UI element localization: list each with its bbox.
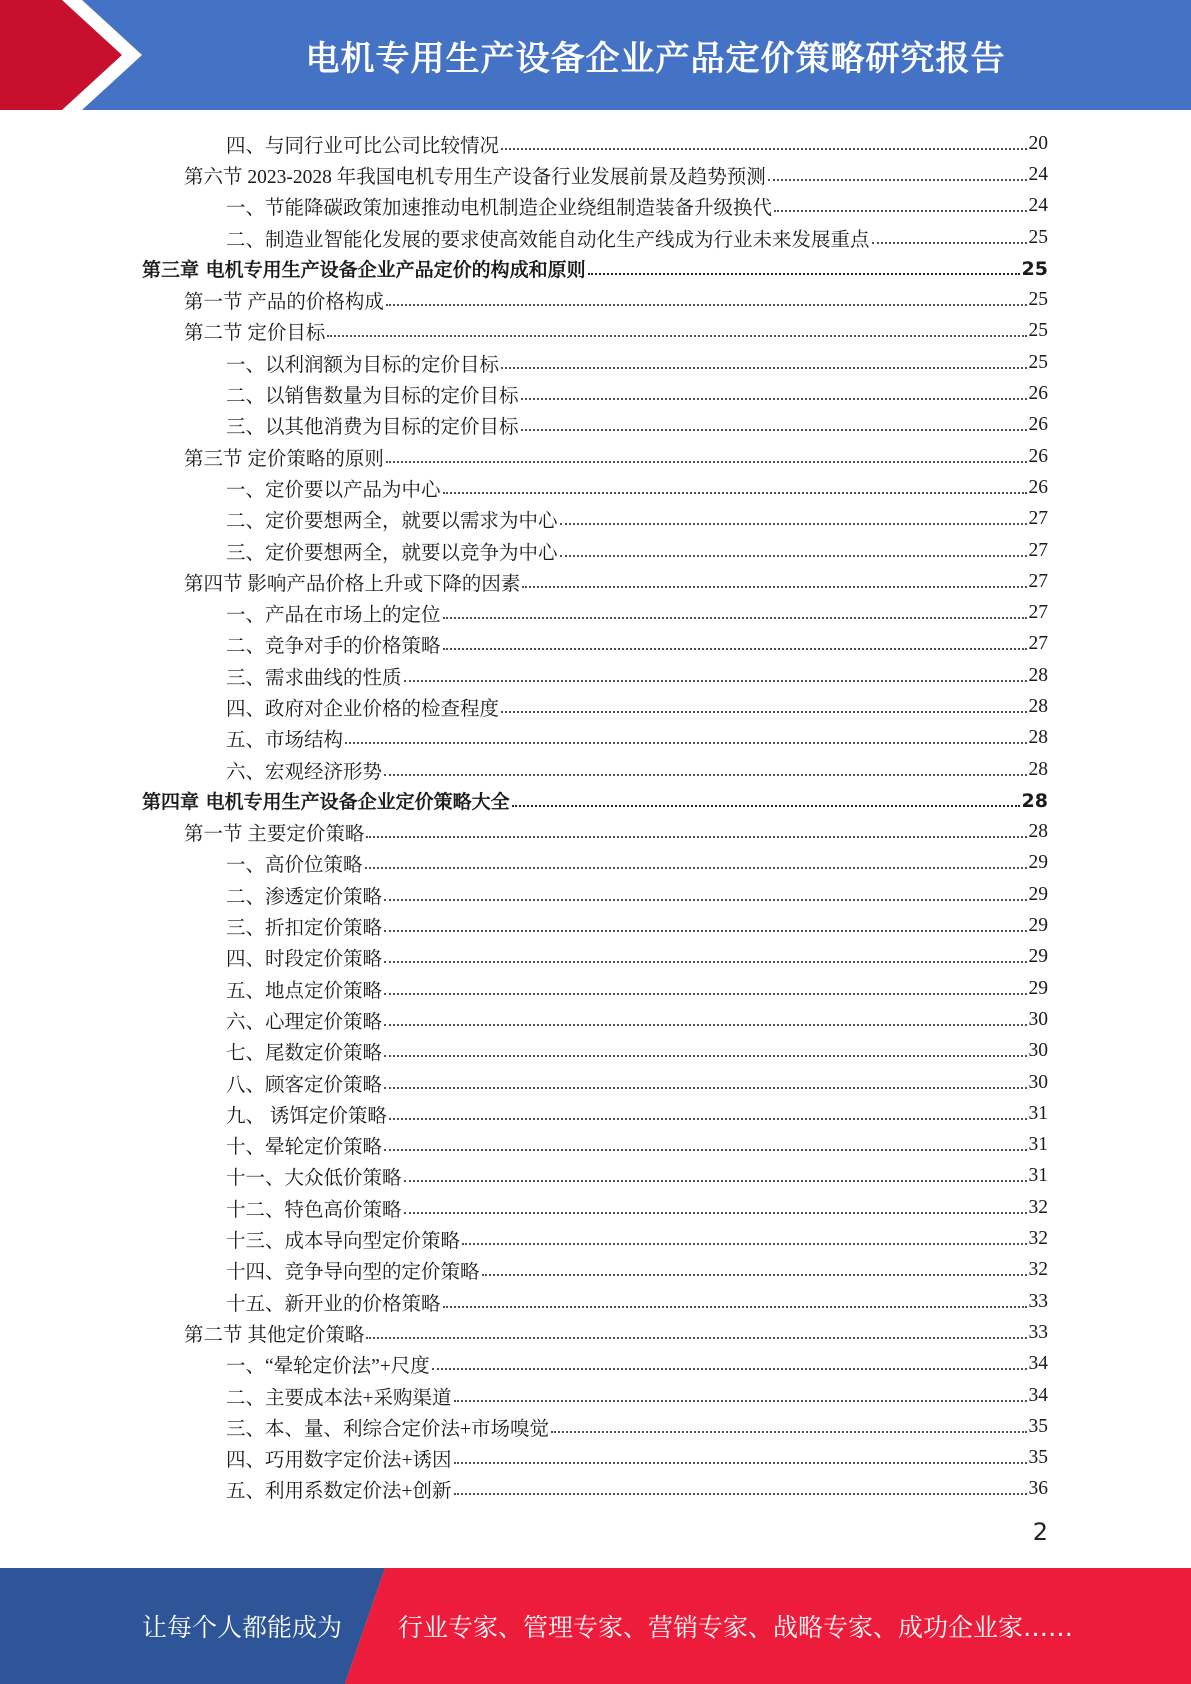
toc-entry-page: 30	[1028, 1008, 1048, 1030]
toc-entry[interactable]	[142, 817, 1048, 848]
toc-dot-leader	[774, 209, 1026, 212]
toc-entry[interactable]	[142, 785, 1048, 816]
toc-dot-leader	[327, 334, 1026, 337]
toc-entry-label: 第二节 定价目标	[184, 323, 326, 345]
toc-entry[interactable]	[142, 159, 1048, 190]
toc-dot-leader	[462, 1242, 1026, 1245]
toc-dot-leader	[588, 272, 1020, 275]
toc-entry-page: 36	[1028, 1478, 1048, 1500]
toc-entry-label: 第三节 定价策略的原则	[184, 448, 384, 470]
toc-entry-label: 二、定价要想两全，就要以需求为中心	[226, 511, 558, 533]
toc-entry-page: 27	[1028, 539, 1048, 561]
toc-dot-leader	[384, 773, 1026, 776]
header-banner	[0, 0, 1191, 110]
toc-entry-label: 十一、大众低价策略	[226, 1168, 402, 1190]
toc-entry-label: 四、时段定价策略	[226, 949, 383, 971]
toc-entry-label: 五、利用系数定价法+创新	[226, 1481, 452, 1503]
toc-dot-leader	[366, 835, 1026, 838]
toc-dot-leader	[454, 1492, 1027, 1495]
header-arrow-decoration	[0, 0, 160, 110]
toc-entry-label: 二、竞争对手的价格策略	[226, 636, 441, 658]
toc-dot-leader	[443, 616, 1027, 619]
toc-entry[interactable]	[142, 347, 1048, 378]
toc-dot-leader	[443, 647, 1027, 650]
toc-entry-page: 25	[1028, 289, 1048, 311]
toc-entry-page: 28	[1028, 664, 1048, 686]
toc-entry-page: 20	[1028, 132, 1048, 154]
toc-entry-page: 29	[1028, 883, 1048, 905]
toc-entry-page: 25	[1028, 320, 1048, 342]
toc-dot-leader	[384, 992, 1026, 995]
toc-entry[interactable]	[142, 378, 1048, 409]
toc-entry[interactable]	[142, 1004, 1048, 1035]
toc-entry-label: 四、与同行业可比公司比较情况	[226, 135, 500, 157]
toc-entry[interactable]	[142, 1036, 1048, 1067]
toc-entry-page: 28	[1028, 727, 1048, 749]
toc-entry[interactable]	[142, 472, 1048, 503]
toc-entry-page: 33	[1028, 1290, 1048, 1312]
toc-entry-page: 31	[1028, 1134, 1048, 1156]
toc-entry[interactable]	[142, 284, 1048, 315]
toc-entry[interactable]	[142, 1286, 1048, 1317]
toc-entry-page: 29	[1028, 977, 1048, 999]
toc-entry-label: 第四章 电机专用生产设备企业定价策略大全	[142, 791, 510, 814]
toc-entry-page: 26	[1028, 383, 1048, 405]
toc-entry-label: 第一节 产品的价格构成	[184, 292, 384, 314]
toc-dot-leader	[345, 741, 1026, 744]
toc-entry-page: 31	[1028, 1165, 1048, 1187]
toc-entry-page: 28	[1028, 695, 1048, 717]
toc-entry-page: 34	[1028, 1353, 1048, 1375]
toc-dot-leader	[521, 397, 1027, 400]
toc-dot-leader	[501, 147, 1026, 150]
toc-entry[interactable]	[142, 848, 1048, 879]
toc-dot-leader	[768, 178, 1027, 181]
toc-entry-label: 第六节 2023-2028 年我国电机专用生产设备行业发展前景及趋势预测	[184, 166, 766, 188]
toc-entry-label: 九、 诱饵定价策略	[226, 1105, 387, 1127]
toc-entry-page: 28	[1028, 758, 1048, 780]
toc-entry-page: 24	[1028, 195, 1048, 217]
toc-dot-leader	[872, 241, 1027, 244]
toc-entry[interactable]	[142, 942, 1048, 973]
toc-dot-leader	[560, 554, 1027, 557]
toc-entry-page: 26	[1028, 445, 1048, 467]
toc-entry[interactable]	[142, 253, 1048, 284]
toc-entry-label: 一、产品在市场上的定位	[226, 605, 441, 627]
toc-entry[interactable]	[142, 1098, 1048, 1129]
toc-dot-leader	[365, 866, 1027, 869]
toc-entry[interactable]	[142, 1474, 1048, 1505]
footer-slogan-right: 行业专家、管理专家、营销专家、战略专家、成功企业家……	[398, 1613, 1074, 1642]
toc-entry-label: 二、主要成本法+采购渠道	[226, 1387, 452, 1409]
toc-entry-page: 28	[1028, 821, 1048, 843]
toc-entry-label: 第四节 影响产品价格上升或下降的因素	[184, 573, 521, 595]
toc-entry-page: 30	[1028, 1040, 1048, 1062]
toc-dot-leader	[404, 1179, 1027, 1182]
toc-entry-page: 27	[1028, 570, 1048, 592]
toc-entry[interactable]	[142, 128, 1048, 159]
footer-slogan-left: 让每个人都能成为	[142, 1613, 343, 1642]
toc-entry[interactable]	[142, 691, 1048, 722]
toc-entry-page: 27	[1028, 602, 1048, 624]
toc-entry-label: 二、制造业智能化发展的要求使高效能自动化生产线成为行业未来发展重点	[226, 229, 870, 251]
toc-dot-leader	[386, 303, 1027, 306]
toc-dot-leader	[522, 585, 1026, 588]
toc-entry[interactable]	[142, 1255, 1048, 1286]
toc-dot-leader	[501, 366, 1026, 369]
toc-dot-leader	[501, 710, 1026, 713]
toc-dot-leader	[384, 1086, 1026, 1089]
toc-entry-label: 六、宏观经济形势	[226, 761, 383, 783]
toc-entry[interactable]	[142, 1161, 1048, 1192]
toc-dot-leader	[454, 1461, 1027, 1464]
toc-entry-label: 一、定价要以产品为中心	[226, 479, 441, 501]
toc-entry[interactable]	[142, 566, 1048, 597]
toc-entry-page: 26	[1028, 476, 1048, 498]
toc-entry-page: 29	[1028, 852, 1048, 874]
toc-dot-leader	[512, 804, 1020, 807]
toc-entry-page: 25	[1021, 257, 1048, 280]
toc-entry-label: 三、需求曲线的性质	[226, 667, 402, 689]
toc-entry[interactable]	[142, 1317, 1048, 1348]
toc-entry-label: 二、渗透定价策略	[226, 886, 383, 908]
toc-entry[interactable]	[142, 441, 1048, 472]
toc-dot-leader	[404, 679, 1027, 682]
toc-entry-label: 七、尾数定价策略	[226, 1043, 383, 1065]
toc-entry[interactable]	[142, 1349, 1048, 1380]
toc-entry[interactable]	[142, 535, 1048, 566]
toc-entry-page: 32	[1028, 1196, 1048, 1218]
toc-entry[interactable]	[142, 504, 1048, 535]
toc-dot-leader	[404, 1211, 1027, 1214]
toc-dot-leader	[384, 960, 1026, 963]
toc-entry-label: 十二、特色高价策略	[226, 1199, 402, 1221]
toc-entry[interactable]	[142, 1442, 1048, 1473]
toc-dot-leader	[551, 1430, 1027, 1433]
toc-entry-label: 一、节能降碳政策加速推动电机制造企业绕组制造装备升级换代	[226, 198, 773, 220]
toc-dot-leader	[386, 460, 1027, 463]
toc-entry-label: 十五、新开业的价格策略	[226, 1293, 441, 1315]
toc-entry-label: 三、定价要想两全，就要以竞争为中心	[226, 542, 558, 564]
toc-dot-leader	[384, 1054, 1026, 1057]
toc-entry-page: 26	[1028, 414, 1048, 436]
toc-entry[interactable]	[142, 1223, 1048, 1254]
toc-entry[interactable]	[142, 754, 1048, 785]
toc-entry-page: 31	[1028, 1102, 1048, 1124]
toc-entry-page: 35	[1028, 1447, 1048, 1469]
toc-entry-label: 二、以销售数量为目标的定价目标	[226, 386, 519, 408]
toc-entry-label: 五、地点定价策略	[226, 980, 383, 1002]
toc-dot-leader	[384, 1148, 1026, 1151]
toc-entry[interactable]	[142, 1192, 1048, 1223]
document-title: 电机专用生产设备企业产品定价策略研究报告	[305, 38, 1006, 79]
toc-entry-label: 一、以利润额为目标的定价目标	[226, 354, 500, 376]
toc-entry-page: 32	[1028, 1259, 1048, 1281]
toc-entry-label: 十、晕轮定价策略	[226, 1137, 383, 1159]
toc-entry-page: 30	[1028, 1071, 1048, 1093]
toc-entry[interactable]	[142, 723, 1048, 754]
toc-entry-label: 五、市场结构	[226, 730, 344, 752]
toc-entry[interactable]	[142, 1380, 1048, 1411]
toc-dot-leader	[389, 1117, 1027, 1120]
toc-entry-page: 25	[1028, 351, 1048, 373]
toc-entry-page: 32	[1028, 1228, 1048, 1250]
toc-entry-page: 27	[1028, 508, 1048, 530]
toc-entry[interactable]	[142, 1067, 1048, 1098]
toc-entry[interactable]	[142, 973, 1048, 1004]
toc-dot-leader	[366, 1336, 1026, 1339]
toc-entry-label: 三、本、量、利综合定价法+市场嗅觉	[226, 1418, 549, 1440]
footer-banner	[0, 1568, 1191, 1684]
toc-entry-page: 28	[1021, 789, 1048, 812]
toc-entry[interactable]	[142, 910, 1048, 941]
toc-entry-page: 29	[1028, 915, 1048, 937]
toc-entry-label: 一、“晕轮定价法”+尺度	[226, 1356, 430, 1378]
toc-entry-label: 三、以其他消费为目标的定价目标	[226, 417, 519, 439]
toc-entry-label: 一、高价位策略	[226, 855, 363, 877]
toc-dot-leader	[443, 491, 1027, 494]
toc-entry-page: 29	[1028, 946, 1048, 968]
toc-entry[interactable]	[142, 222, 1048, 253]
toc-dot-leader	[384, 929, 1026, 932]
toc-entry[interactable]	[142, 191, 1048, 222]
toc-dot-leader	[384, 898, 1026, 901]
toc-entry-label: 六、心理定价策略	[226, 1011, 383, 1033]
toc-entry[interactable]	[142, 879, 1048, 910]
toc-entry-label: 四、政府对企业价格的检查程度	[226, 698, 500, 720]
table-of-contents	[142, 128, 1048, 1505]
toc-entry[interactable]	[142, 1411, 1048, 1442]
toc-dot-leader	[482, 1273, 1027, 1276]
toc-dot-leader	[454, 1399, 1027, 1402]
toc-entry-label: 第三章 电机专用生产设备企业产品定价的构成和原则	[142, 259, 586, 282]
toc-entry-page: 27	[1028, 633, 1048, 655]
toc-entry-label: 十三、成本导向型定价策略	[226, 1231, 461, 1253]
toc-entry[interactable]	[142, 410, 1048, 441]
page-number: 2	[1032, 1518, 1048, 1546]
toc-entry-page: 25	[1028, 226, 1048, 248]
toc-entry[interactable]	[142, 597, 1048, 628]
toc-entry[interactable]	[142, 316, 1048, 347]
toc-dot-leader	[432, 1367, 1027, 1370]
toc-entry[interactable]	[142, 629, 1048, 660]
toc-entry-page: 34	[1028, 1384, 1048, 1406]
toc-entry[interactable]	[142, 660, 1048, 691]
toc-entry-label: 八、顾客定价策略	[226, 1074, 383, 1096]
toc-dot-leader	[443, 1305, 1027, 1308]
toc-entry[interactable]	[142, 1130, 1048, 1161]
toc-dot-leader	[521, 428, 1027, 431]
toc-entry-page: 24	[1028, 163, 1048, 185]
toc-entry-label: 三、折扣定价策略	[226, 918, 383, 940]
toc-entry-label: 第二节 其他定价策略	[184, 1324, 365, 1346]
toc-entry-page: 33	[1028, 1321, 1048, 1343]
toc-entry-label: 第一节 主要定价策略	[184, 824, 365, 846]
toc-dot-leader	[384, 1023, 1026, 1026]
toc-dot-leader	[560, 522, 1027, 525]
toc-entry-label: 十四、竞争导向型的定价策略	[226, 1262, 480, 1284]
toc-entry-page: 35	[1028, 1415, 1048, 1437]
toc-entry-label: 四、巧用数字定价法+诱因	[226, 1450, 452, 1472]
